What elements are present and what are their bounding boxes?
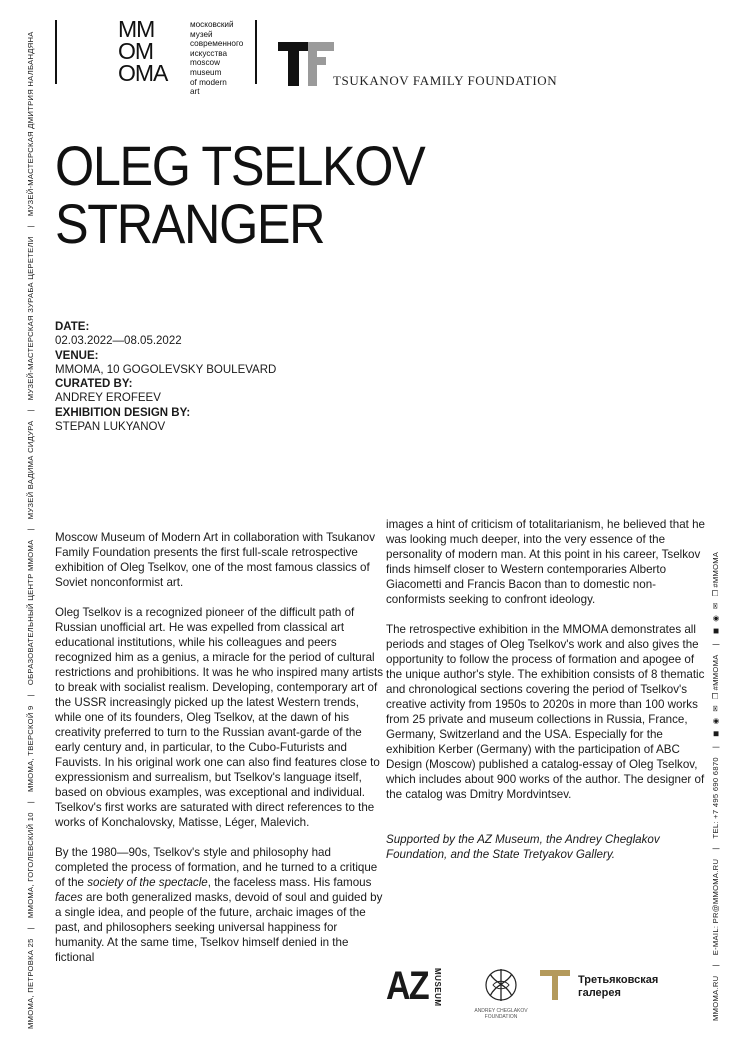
paragraph-intro: Moscow Museum of Modern Art in collaboration with Tsukanov Family Foundation presents the first full-scale retrospective exhibition of Oleg Tselkov, one of the most famous classics of Soviet nonconformist art. bbox=[55, 531, 376, 589]
website-link[interactable]: MMOMA.RU bbox=[711, 975, 720, 1021]
mmoma-logo-letters: MM OM OMA bbox=[118, 16, 168, 86]
museum-sidur: МУЗЕЙ ВАДИМА СИДУРА bbox=[26, 420, 35, 520]
address-tverskoy: ММОМА, ТВЕРСКОЙ 9 bbox=[26, 705, 35, 792]
phone-number: TEL: +7 495 690 6870 bbox=[711, 757, 720, 839]
curated-label: CURATED BY: bbox=[55, 378, 133, 391]
tretyakov-line-2: галерея bbox=[578, 987, 621, 999]
right-sidebar-text: MMOMA.RU|E-MAIL: PR@MMOMA.RU|TEL: +7 495 690 6870|◼ ◉ ✉ ❐#MMOMA|◼ ◉ ✉ ❐#MMOMA bbox=[711, 551, 720, 1021]
paragraph-pioneer: Oleg Tselkov is a recognized pioneer of the difficult path of Russian unofficial art. He was expelled from classical art educational institutions, while his colleagues and peers recognized him as a genius, a miracle for the period of cultural restrictions and prohibitions. It was he who inspired many artists to break with socialist realism. Developing, contemporary art of the USSR increasingly picked up the latest Western trends, while one of its founders, Oleg Tselkov, at the dawn of his creativity preferred to turn to the Russian avant-garde of the early century and, in particular, to the Cubo-Futurists and Fauvists. In his original work one can also find features close to expressionism and surrealism, but Tselkov's language itself, based on obvious examples, was exceptional and individual. Tselkov's first works are saturated with direct references to the works of Konchalovsky, Matisse, Léger, Malevich. bbox=[55, 606, 383, 829]
date-label: DATE: bbox=[55, 321, 90, 333]
tretyakov-line-1: Третьяковская bbox=[578, 974, 659, 986]
cheglakov-name: ANDREY CHEGLAKOV bbox=[474, 1008, 528, 1014]
social-icons: ◼ ◉ ✉ ❐ bbox=[711, 690, 720, 737]
design-label: EXHIBITION DESIGN BY: bbox=[55, 406, 191, 419]
venue-value: MMOMA, 10 GOGOLEVSKY BOULEVARD bbox=[55, 363, 277, 376]
date-value: 02.03.2022—08.05.2022 bbox=[55, 335, 182, 348]
venue-label: VENUE: bbox=[55, 349, 99, 362]
cheglakov-foundation-logo bbox=[466, 964, 536, 1022]
paragraph-retrospective: The retrospective exhibition in the MMOMA demonstrates all periods and stages of Oleg Tselkov's work and also gives the opportunity to follow the process of formation and apogee of the unique author's style. The exhibition consists of 8 thematic and chronological sections covering the period of Tselkov's creative activity from 1950s to 2020s in more than 100 works from 25 private and museum collections in Russia, France, Germany, Switzerland and the USA. Especially for the exhibition Kerber (Germany) with the participation of ABC Design (Moscow) published a catalog-essay of Oleg Tselkov, which includes about 900 works of the author. The designer of the catalog was Dmitry Mordvintsev. bbox=[386, 623, 705, 801]
body-column-right bbox=[386, 517, 706, 877]
museum-nalbandyan: МУЗЕЙ-МАСТЕРСКАЯ ДМИТРИЯ НАЛБАНДЯНА bbox=[26, 31, 35, 217]
left-sidebar-text: ММОМА, ПЕТРОВКА 25|ММОМА, ГОГОЛЕВСКИЙ 10|ММОМА, ТВЕРСКОЙ 9|ОБРАЗОВАТЕЛЬНЫЙ ЦЕНТР ММОМА|МУЗЕЙ ВАДИМА СИДУРА|МУЗЕЙ-МАСТЕРСКАЯ ЗУРАБА ЦЕРЕТЕЛИ|МУЗЕЙ-МАСТЕРСКАЯ ДМИТРИЯ НАЛБАНДЯНА bbox=[26, 31, 35, 1029]
curated-value: ANDREY EROFEEV bbox=[55, 392, 161, 405]
tsukanov-logo bbox=[278, 42, 568, 92]
museum-tsereteli: МУЗЕЙ-МАСТЕРСКАЯ ЗУРАБА ЦЕРЕТЕЛИ bbox=[26, 236, 35, 401]
right-sidebar-contacts bbox=[710, 0, 724, 1037]
paragraph-totalitarianism: images a hint of criticism of totalitarianism, he believed that he was looking much deeper, into the very essence of the personality of modern man. At this point in his career, Tselkov finds himself closer to Western contemporaries Alberto Giacometti and Francis Bacon than to domestic non-conformists seeking to confront ideology. bbox=[386, 518, 705, 606]
hashtag-1: #MMOMA bbox=[711, 654, 720, 691]
email-link[interactable]: E-MAIL: PR@MMOMA.RU bbox=[711, 858, 720, 956]
header-rule-left bbox=[55, 20, 57, 84]
hashtag-2: #MMOMA bbox=[711, 551, 720, 588]
support-note: Supported by the AZ Museum, the Andrey Cheglakov Foundation, and the State Tretyakov Gallery. bbox=[386, 833, 660, 861]
social-icons-2: ◼ ◉ ✉ ❐ bbox=[711, 587, 720, 635]
tsukanov-mark-icon bbox=[278, 42, 336, 86]
tretyakov-gallery-logo bbox=[538, 968, 659, 1007]
sponsor-logos bbox=[386, 964, 686, 1024]
exhibition-title bbox=[55, 134, 425, 255]
paragraph-style: By the 1980—90s, Tselkov's style and philosophy had completed the process of formation, and he turned to a critique of the society of the spectacle, the faceless mass. His famous faces are both generalized masks, devoid of soul and guided by a single idea, and people of the future, archaic images of the past, and philosophers seeking universal happiness for humanity. At the same time, Tselkov himself denied in the fictional bbox=[55, 846, 383, 964]
body-column-left bbox=[55, 530, 385, 980]
tretyakov-t-icon bbox=[538, 968, 572, 1002]
address-gogolevsky: ММОМА, ГОГОЛЕВСКИЙ 10 bbox=[26, 812, 35, 919]
design-value: STEPAN LUKYANOV bbox=[55, 421, 166, 434]
address-petrovka: ММОМА, ПЕТРОВКА 25 bbox=[26, 938, 35, 1029]
mmoma-logo bbox=[118, 16, 258, 97]
left-sidebar-addresses bbox=[28, 0, 42, 1037]
tsukanov-name: TSUKANOV FAMILY FOUNDATION bbox=[333, 73, 558, 88]
az-museum-logo: AZ MUSEUM bbox=[386, 964, 442, 1008]
title-line-2: STRANGER bbox=[55, 192, 325, 255]
cheglakov-sub: FOUNDATION bbox=[484, 1014, 518, 1020]
title-line-1: OLEG TSELKOV bbox=[55, 134, 425, 197]
cheglakov-monogram-icon bbox=[466, 964, 536, 1006]
mmoma-logo-text: московский музей современного искусства moscow museum of modern art bbox=[190, 20, 244, 97]
exhibition-details bbox=[55, 320, 276, 434]
education-center: ОБРАЗОВАТЕЛЬНЫЙ ЦЕНТР ММОМА bbox=[26, 539, 35, 686]
